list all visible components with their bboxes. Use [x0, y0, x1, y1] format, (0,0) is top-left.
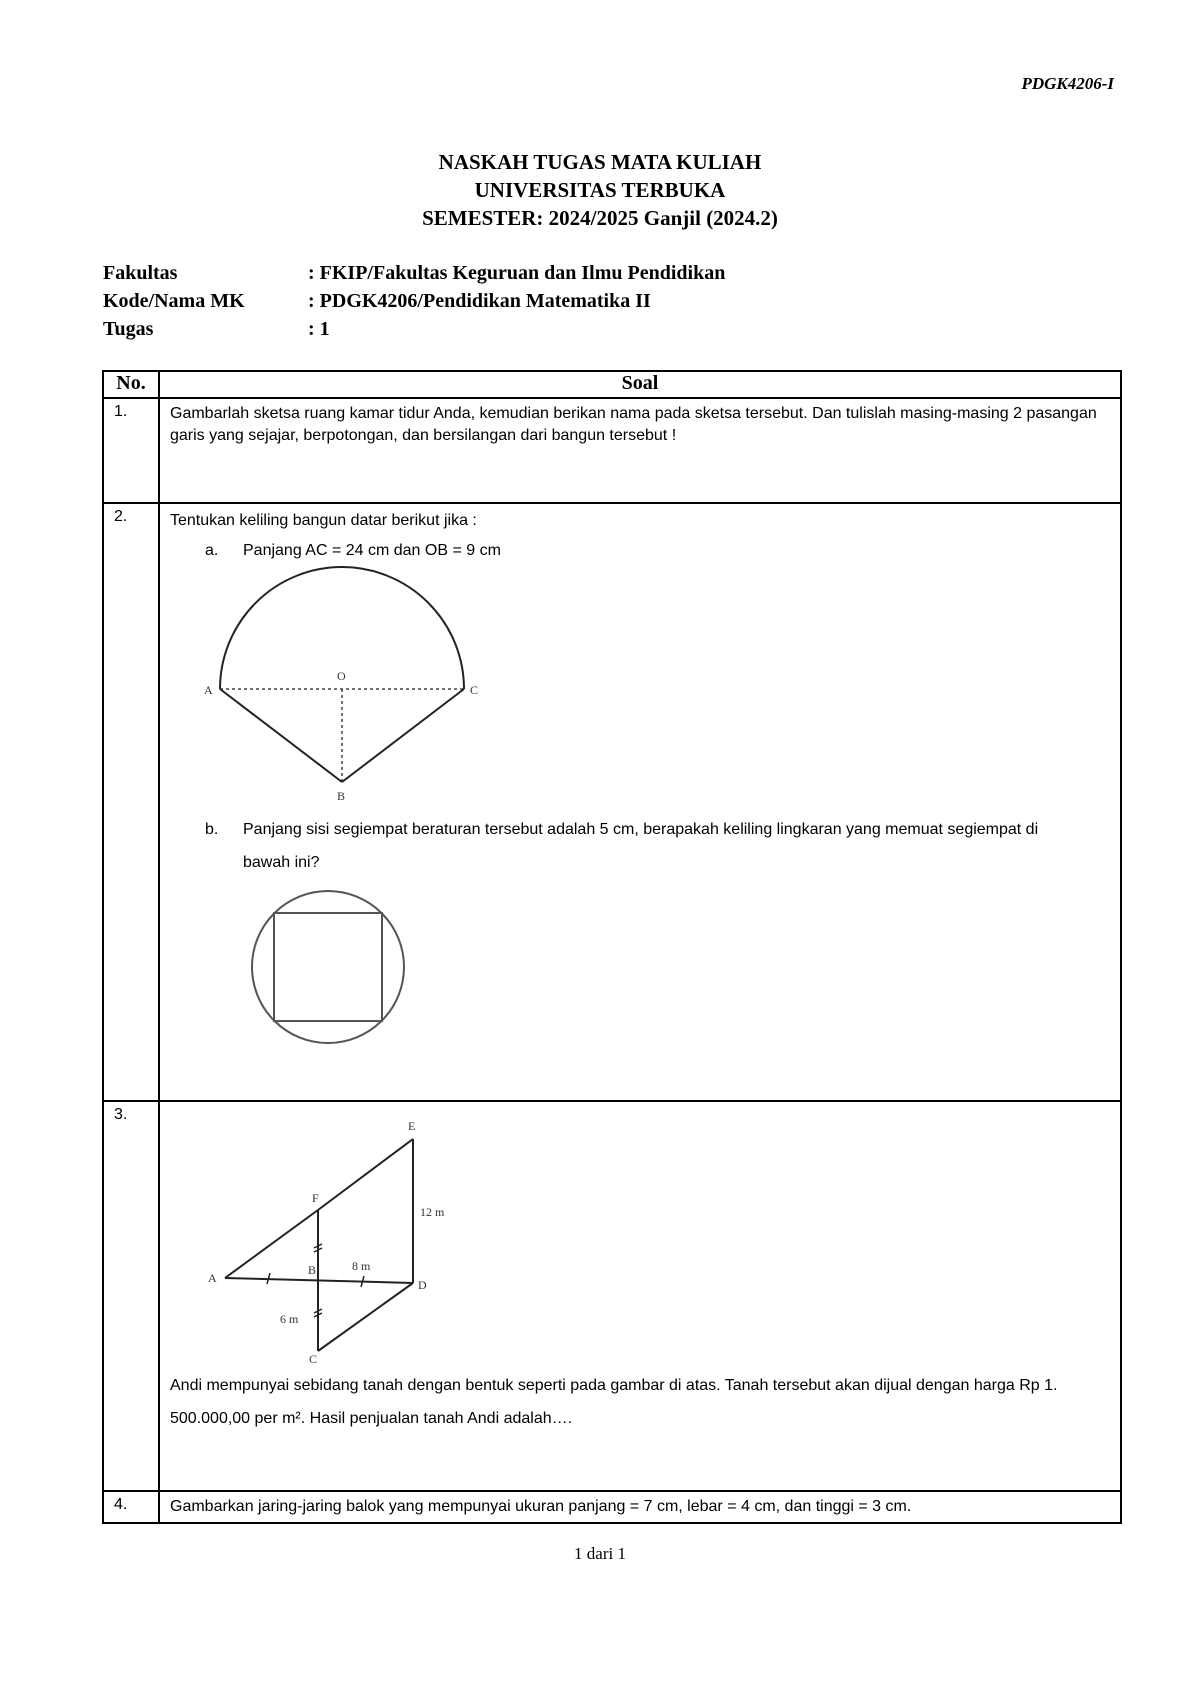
q2-b-text: Panjang sisi segiempat beraturan tersebut adalah 5 cm, berapakah keliling lingkaran yang memuat segiempat di bawah ini? [243, 821, 1039, 871]
q4-number: 4. [103, 1491, 159, 1523]
fakultas-value: : FKIP/Fakultas Keguruan dan Ilmu Pendidikan [308, 262, 726, 284]
q4-text: Gambarkan jaring-jaring balok yang mempunyai ukuran panjang = 7 cm, lebar = 4 cm, dan tinggi = 3 cm. [170, 1498, 912, 1515]
info-fakultas [103, 262, 725, 285]
q3-text: Andi mempunyai sebidang tanah dengan bentuk seperti pada gambar di atas. Tanah tersebut akan dijual dengan harga Rp 1. 500.000,00 per m². Hasil penjualan tanah Andi adalah…. [170, 1377, 1058, 1427]
label-b3: B [308, 1263, 317, 1277]
q1-number: 1. [103, 398, 159, 503]
kode-value: : PDGK4206/Pendidikan Matematika II [308, 290, 651, 312]
q4-cell [159, 1491, 1121, 1523]
segment-cd [318, 1283, 413, 1351]
q2-cell [159, 503, 1121, 1101]
tugas-value: : 1 [308, 318, 330, 340]
q2-a-marker: a. [205, 542, 219, 559]
label-d: D [418, 1278, 427, 1292]
inscribed-square [274, 913, 382, 1021]
q2-number: 2. [103, 503, 159, 1101]
header-no: No. [103, 371, 159, 398]
segment-af [225, 1210, 318, 1278]
segment-fe [318, 1139, 413, 1210]
title-line-3: SEMESTER: 2024/2025 Ganjil (2024.2) [422, 206, 778, 230]
header-soal: Soal [159, 371, 1121, 398]
label-12m: 12 m [420, 1205, 445, 1219]
q2-intro: Tentukan keliling bangun datar berikut jika : [170, 512, 477, 529]
table-header-row [103, 371, 1121, 398]
label-c3: C [309, 1352, 318, 1363]
label-a3: A [208, 1271, 217, 1285]
document-code: PDGK4206-I [1021, 74, 1114, 93]
table-row-q2 [103, 503, 1121, 1101]
soal-table [102, 370, 1122, 1524]
q3-cell [159, 1101, 1121, 1491]
side-bc [342, 689, 464, 782]
title-block [0, 148, 1200, 232]
table-row-q3 [103, 1101, 1121, 1491]
kode-label: Kode/Nama MK [103, 290, 245, 312]
q1-text: Gambarlah sketsa ruang kamar tidur Anda, kemudian berikan nama pada sketsa tersebut. Dan tulislah masing-masing 2 pasangan garis yang sejajar, berpotongan, dan bersilangan dari bangun tersebut ! [170, 405, 1097, 444]
q2-b-marker: b. [205, 821, 219, 838]
label-8m: 8 m [352, 1259, 371, 1273]
q2-part-b [205, 813, 1060, 879]
figure-semicircle-triangle [200, 564, 500, 809]
title-line-2: UNIVERSITAS TERBUKA [474, 178, 726, 202]
page-number: 1 dari 1 [574, 1544, 626, 1563]
info-tugas [103, 318, 330, 341]
tugas-label: Tugas [103, 318, 154, 340]
label-o: O [337, 669, 346, 683]
title-line-1: NASKAH TUGAS MATA KULIAH [438, 150, 762, 174]
label-a: A [204, 683, 213, 697]
info-kode [103, 290, 651, 313]
label-b: B [337, 789, 346, 803]
label-c: C [470, 683, 479, 697]
table-row-q4 [103, 1491, 1121, 1523]
side-ab [220, 689, 342, 782]
fakultas-label: Fakultas [103, 262, 178, 284]
figure-land-shape [200, 1108, 480, 1363]
q2-a-text: Panjang AC = 24 cm dan OB = 9 cm [243, 542, 501, 559]
label-6m: 6 m [280, 1312, 299, 1326]
label-f: F [312, 1191, 319, 1205]
q3-number: 3. [103, 1101, 159, 1491]
q2-part-a [205, 542, 1120, 560]
q1-cell [159, 398, 1121, 503]
table-row-q1 [103, 398, 1121, 503]
label-e: E [408, 1119, 416, 1133]
figure-square-in-circle [245, 887, 425, 1057]
